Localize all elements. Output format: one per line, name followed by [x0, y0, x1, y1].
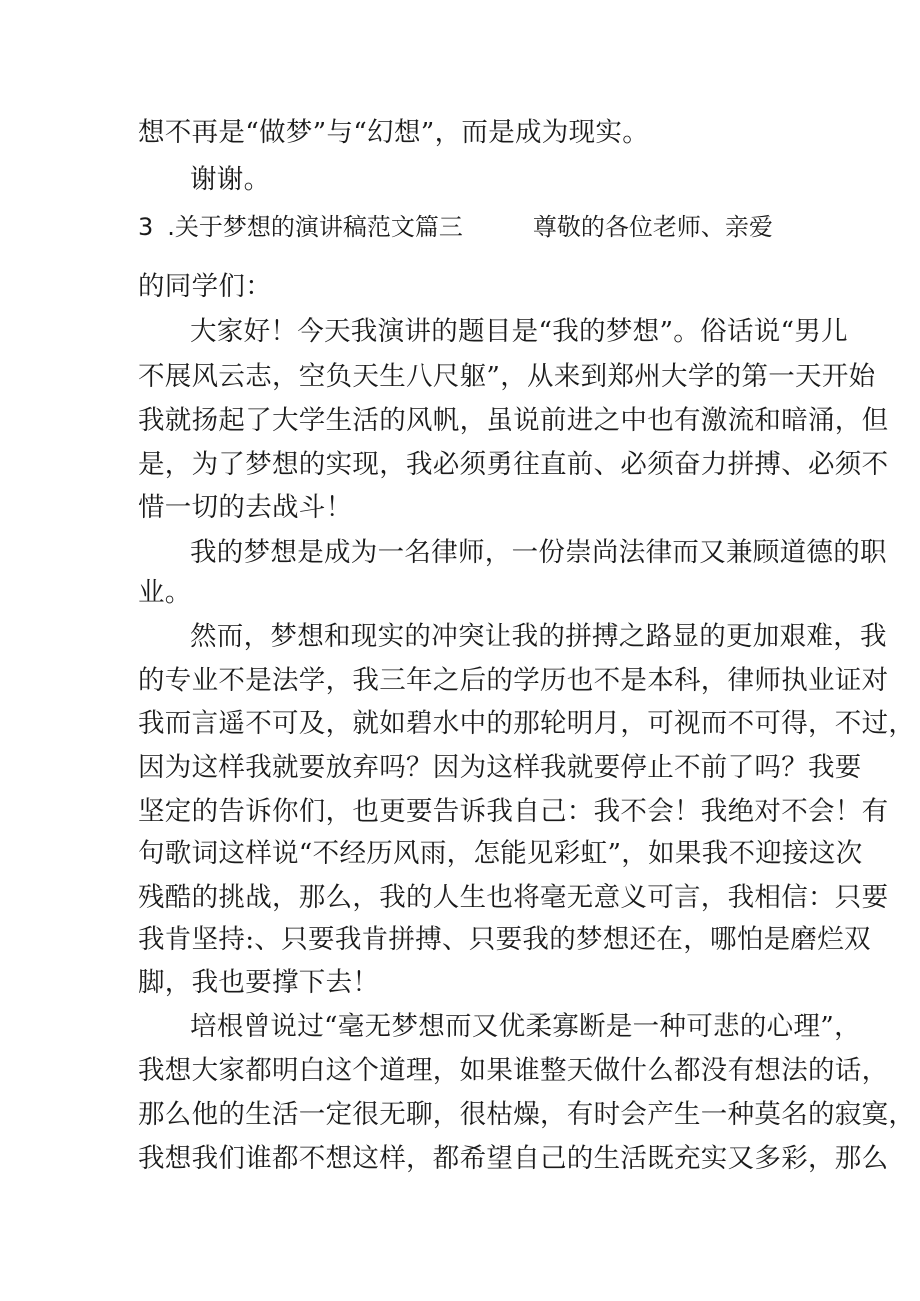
- section-heading: [138, 212, 773, 242]
- text-line: 谢谢。: [190, 164, 271, 195]
- text-line: 大家好！今天我演讲的题目是“我的梦想”。俗话说“男儿: [190, 316, 848, 347]
- text-line: 想不再是“做梦”与“幻想”，而是成为现实。: [138, 117, 649, 148]
- text-line: 业。: [138, 577, 192, 608]
- text-line: 是，为了梦想的实现，我必须勇往直前、必须奋力拼搏、必须不: [138, 449, 889, 480]
- text-line: 坚定的告诉你们，也更要告诉我自己：我不会！我绝对不会！有: [138, 796, 889, 827]
- text-line: 因为这样我就要放弃吗？因为这样我就要停止不前了吗？我要: [138, 752, 862, 783]
- text-line: 的同学们：: [138, 271, 272, 302]
- text-line: 我而言遥不可及，就如碧水中的那轮明月，可视而不可得，不过，: [138, 708, 916, 739]
- text-line: 然而，梦想和现实的冲突让我的拼搏之路显的更加艰难，我: [190, 621, 887, 652]
- section-title: .关于梦想的演讲稿范文篇三: [167, 213, 463, 241]
- text-line: 脚，我也要撑下去！: [138, 967, 380, 998]
- text-line: 那么他的生活一定很无聊，很枯燥，有时会产生一种莫名的寂寞，: [138, 1099, 916, 1130]
- section-heading-continuation: 尊敬的各位老师、亲爱: [532, 213, 773, 241]
- text-line: 培根曾说过“毫无梦想而又优柔寡断是一种可悲的心理”，: [190, 1011, 861, 1042]
- text-line: 我就扬起了大学生活的风帆，虽说前进之中也有激流和暗涌，但: [138, 405, 889, 436]
- text-line: 句歌词这样说“不经历风雨，怎能见彩虹”，如果我不迎接这次: [138, 838, 863, 869]
- section-number: 3: [138, 213, 154, 241]
- text-line: 惜一切的去战斗！: [138, 492, 353, 523]
- text-line: 我肯坚持:、只要我肯拼搏、只要我的梦想还在，哪怕是磨烂双: [138, 924, 871, 955]
- text-line: 我想我们谁都不想这样，都希望自己的生活既充实又多彩，那么: [138, 1143, 889, 1174]
- text-line: 我想大家都明白这个道理，如果谁整天做什么都没有想法的话，: [138, 1055, 889, 1086]
- text-line: 的专业不是法学，我三年之后的学历也不是本科，律师执业证对: [138, 665, 889, 696]
- text-line: 不展风云志，空负天生八尺躯”，从来到郑州大学的第一天开始: [138, 361, 876, 392]
- text-line: 残酷的挑战，那么，我的人生也将毫无意义可言，我相信：只要: [138, 882, 889, 913]
- text-line: 我的梦想是成为一名律师，一份崇尚法律而又兼顾道德的职: [190, 537, 887, 568]
